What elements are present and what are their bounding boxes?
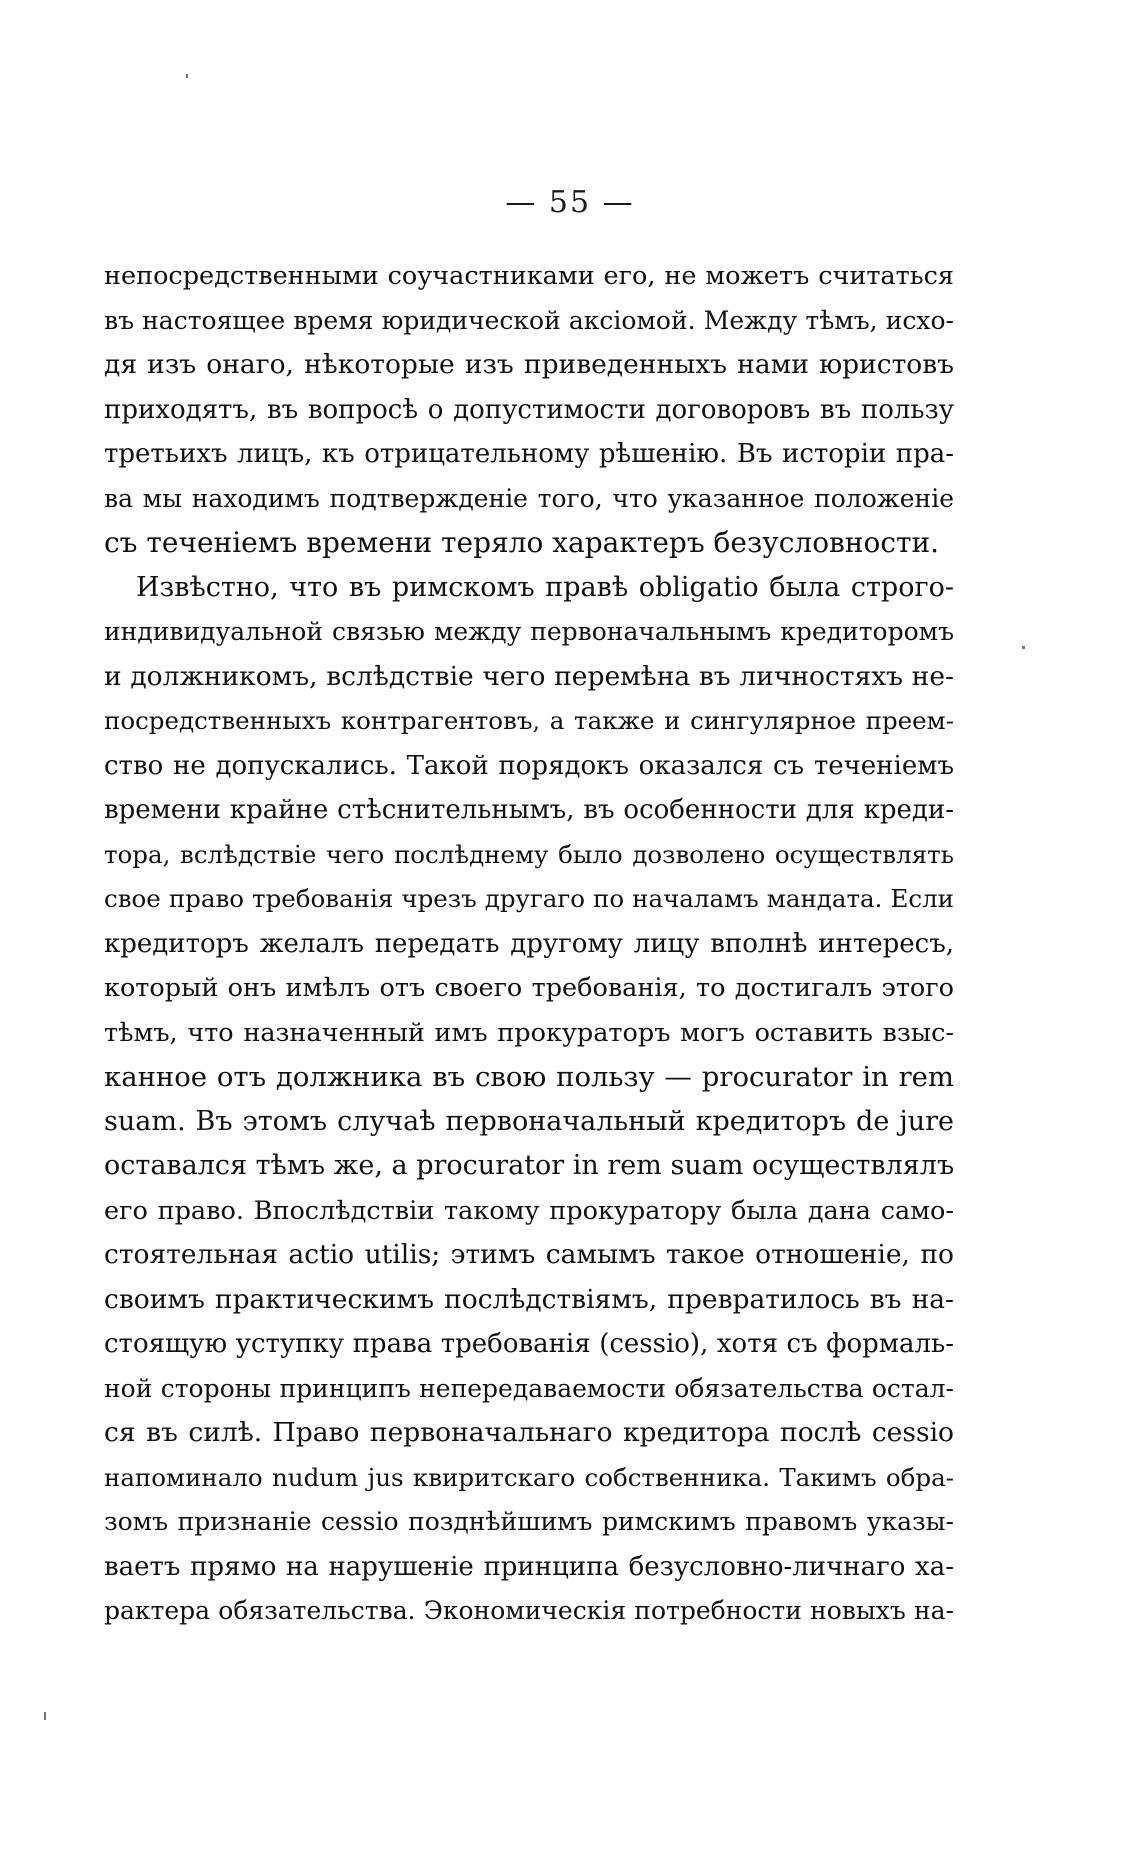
text-line: свое право требованія чрезъ другаго по началамъ мандата. Если: [104, 884, 954, 913]
text-line: приходятъ, въ вопросѣ о допустимости договоровъ въ пользу: [104, 394, 954, 425]
text-line: съ теченіемъ времени теряло характеръ безусловности.: [104, 526, 940, 559]
text-line: ной стороны принципъ непередаваемости обязательства остал-: [104, 1373, 954, 1403]
text-line: третьихъ лицъ, къ отрицательному рѣшенію. Въ исторіи пра-: [104, 439, 954, 469]
text-line: Извѣстно, что въ римскомъ правѣ obligatio была строго-: [136, 571, 954, 603]
text-line: ся въ силѣ. Право первоначальнаго кредитора послѣ cessio: [104, 1417, 954, 1448]
text-line: оставался тѣмъ же, а procurator in rem suam осуществлялъ: [104, 1150, 954, 1181]
text-line: посредственныхъ контрагентовъ, а также и сингулярное преем-: [104, 706, 954, 735]
text-line: ваетъ прямо на нарушеніе принципа безусловно-личнаго ха-: [104, 1551, 954, 1582]
text-line: напоминало nudum jus квиритскаго собственника. Такимъ обра-: [104, 1462, 954, 1492]
text-line: зомъ признаніе cessio позднѣйшимъ римскимъ правомъ указы-: [104, 1507, 954, 1536]
text-line: стоятельная actio utilis; этимъ самымъ такое отношеніе, по: [104, 1239, 954, 1270]
text-line: времени крайне стѣснительнымъ, въ особенности для креди-: [104, 795, 954, 825]
text-line: и должникомъ, вслѣдствіе чего перемѣна въ личностяхъ не-: [104, 660, 954, 692]
scan-speck: [186, 74, 188, 78]
paragraph-2: [104, 566, 954, 1634]
text-line: ва мы находимъ подтвержденіе того, что указанное положеніе: [104, 483, 954, 513]
body-text: [104, 254, 954, 1634]
text-line: ство не допускались. Такой порядокъ оказался съ теченіемъ: [104, 750, 954, 781]
text-line: тѣмъ, что назначенный имъ прокураторъ могъ оставить взыс-: [104, 1017, 954, 1048]
text-line: suam. Въ этомъ случаѣ первоначальный кредиторъ de jure: [104, 1105, 954, 1137]
text-line: его право. Впослѣдствіи такому прокуратору была дана само-: [104, 1195, 954, 1226]
text-line: непосредственными соучастниками его, не можетъ считаться: [104, 261, 954, 291]
text-line: кредиторъ желалъ передать другому лицу вполнѣ интересъ,: [104, 928, 954, 959]
text-line: въ настоящее время юридической аксіомой. Между тѣмъ, исхо-: [104, 305, 954, 335]
text-line: дя изъ онаго, нѣкоторые изъ приведенныхъ нами юристовъ: [104, 349, 954, 380]
text-line: канное отъ должника въ свою пользу — procurator in rem: [104, 1061, 954, 1093]
paragraph-1: [104, 254, 954, 566]
text-line: рактера обязательства. Экономическія потребности новыхъ на-: [104, 1596, 954, 1625]
text-line: стоящую уступку права требованія (cessio), хотя съ формаль-: [104, 1329, 954, 1359]
text-line: тора, вслѣдствіе чего послѣднему было дозволено осуществлять: [104, 839, 954, 869]
text-line: индивидуальной связью между первоначальнымъ кредиторомъ: [104, 617, 954, 646]
scan-speck: [1022, 646, 1025, 649]
text-line: своимъ практическимъ послѣдствіямъ, превратилось въ на-: [104, 1283, 954, 1315]
text-line: который онъ имѣлъ отъ своего требованія, то достигалъ этого: [104, 973, 954, 1003]
page-number: — 55 —: [505, 185, 635, 220]
scan-speck: [44, 1712, 46, 1720]
